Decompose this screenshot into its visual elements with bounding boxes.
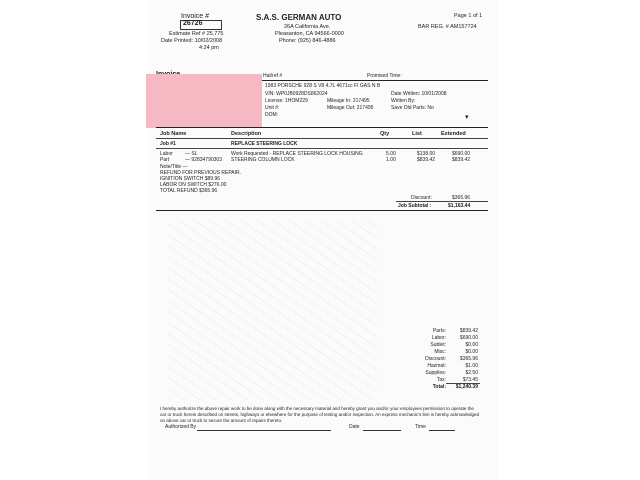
col-description: Description [231,131,262,137]
total-label: Labor: [431,335,446,341]
grand-total-label: Total: [432,384,446,390]
note-line: REFUND FOR PREVIOUS REPAIR. [160,170,242,176]
subtotal-rule [396,201,488,202]
note-line: Note/Title — [160,164,188,170]
authorization-text: car or truck herein described on streets, highways or elsewhere for the purpose of testing and/or inspection. An express mechanic's lien is hereby acknowledged [160,412,480,417]
company-phone: Phone: (925) 846-4886 [279,38,336,44]
total-value: $0.00 [465,349,478,355]
subtotal-label: Job Subtotal : [398,203,432,209]
job-title: REPLACE STEERING LOCK [231,141,298,147]
total-value: $1.00 [465,363,478,369]
subtotal-value: $1,163.44 [448,203,471,209]
date-printed: Date Printed: 10/02/2008 [161,38,223,44]
date-line[interactable] [363,430,401,431]
vehicle-vin: VIN: WP0JB0928DS862024 [265,91,328,97]
bar-reg-number: BAR REG. # AM157724 [418,24,477,30]
authorization-text: I hereby authorize the above repair work to be done along with the necessary material and hereby grant you and/or your employees permission to operate the [160,406,474,411]
job-rule [156,148,488,149]
date-written: Date Written: 10/01/2008 [391,91,447,97]
company-city: Pleasanton, CA 94566-0000 [275,31,344,37]
total-label: Misc: [434,349,446,355]
hat-ref-label: Hat/ref # [263,73,283,79]
row-list: $138.00 [417,151,436,157]
note-line: LABOR ON SWITCH $276.00 [160,182,227,188]
row-qty: 5.00 [386,151,396,157]
row-code: — SL [185,151,198,157]
dom-field: DOM: [265,112,279,118]
date-label: Date [349,424,360,430]
total-label: Discount: [425,356,446,362]
estimate-ref: Estimate Ref # 25,775 [169,31,224,37]
row-description: Work Requested - REPLACE STEERING LOCK HOUSING [231,151,363,157]
vehicle-license: License: 1HOM229 [265,98,308,104]
note-line: IGNITION SWITCH $89.96 [160,176,221,182]
note-line: TOTAL REFUND $365.96 [160,188,218,194]
mileage-in: Mileage In: 217495 [327,98,370,104]
total-label: Hazmat: [427,363,446,369]
col-list: List [412,131,422,137]
row-code: — 92834790303 [185,157,222,163]
signature-line[interactable] [197,430,331,431]
unit-number: Unit #: [265,105,280,111]
invoice-number-label: Invoice # [181,13,210,20]
promised-time-label: Promised Time: [367,73,402,79]
total-label: Sublet: [430,342,446,348]
job-number: Job #1 [160,141,176,147]
mileage-out: Mileage Out: 217495 [327,105,374,111]
row-list: $839.42 [417,157,436,163]
row-type: Labor [160,151,173,157]
vehicle-description: 1983 PORSCHE 928 S V8 4.7L 4671cc FI GAS N B [265,83,381,89]
row-description: STEERING COLUMN LOCK [231,157,295,163]
page-indicator: Page 1 of 1 [454,13,483,19]
time-line[interactable] [429,430,455,431]
table-top-rule [156,127,488,128]
row-type: Part [160,157,170,163]
row-qty: 1.00 [386,157,396,163]
redacted-customer-area [146,74,262,128]
grand-total-value: $1,240.39 [455,384,478,390]
row-extended: $690.00 [452,151,471,157]
time-label: Time [415,424,426,430]
total-value: $0.00 [465,342,478,348]
company-name: S.A.S. GERMAN AUTO [256,13,342,22]
discount-value: $365.96 [452,195,471,201]
authorization-text: on above car or truck to secure the amount of repairs thereto. [160,418,283,423]
arrow-icon: ▾ [465,114,469,121]
row-extended: $839.42 [452,157,471,163]
total-value: $690.00 [459,335,478,341]
total-value: $839.42 [459,328,478,334]
discount-label: Discount: [411,195,432,201]
scan-texture [168,220,378,400]
save-old-parts: Save Old Parts: No [391,105,434,111]
total-label: Parts: [432,328,446,334]
time-printed: 4:24 pm [199,45,219,51]
total-value: $2.50 [465,370,478,376]
authorized-by-label: Authorized By [165,424,197,430]
table-bottom-rule [156,210,488,211]
total-value: $365.96 [459,356,478,362]
written-by: Written By: [391,98,416,104]
invoice-number: 26726 [183,20,203,27]
col-extended: Extended [441,131,466,137]
col-job-name: Job Name [160,131,187,137]
total-label: Tax: [436,377,446,383]
col-qty: Qty [380,131,390,137]
header-rule [156,138,488,139]
total-label: Supplies: [425,370,446,376]
total-value: $73.45 [462,377,478,383]
company-address: 26A California Ave. [284,24,331,30]
